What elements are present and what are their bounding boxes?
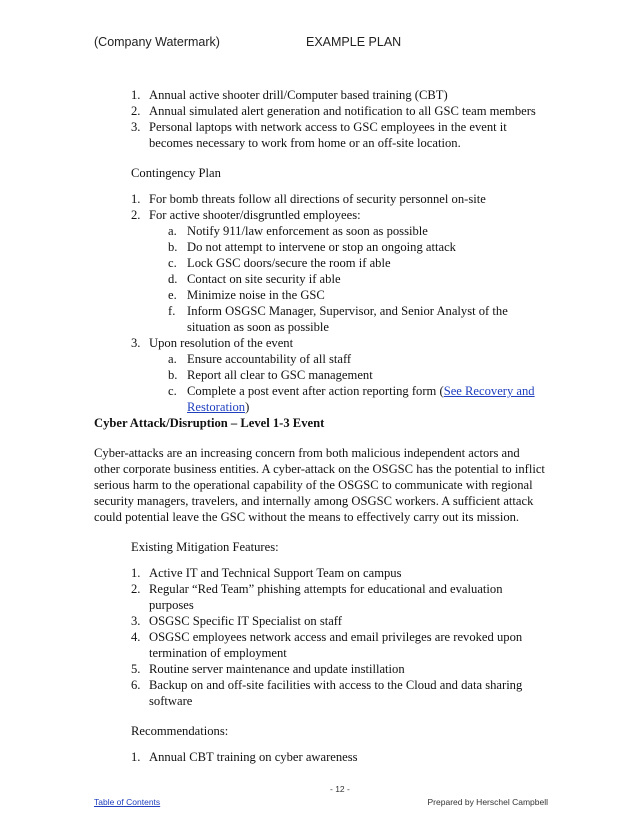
sub-item-continuation bbox=[187, 400, 249, 416]
paragraph-line: Cyber-attacks are an increasing concern from both malicious independent actors and bbox=[94, 446, 520, 460]
list-item-continuation: termination of employment bbox=[149, 646, 287, 660]
list-number: 6. bbox=[131, 678, 141, 692]
list-item: OSGSC employees network access and email privileges are revoked upon bbox=[149, 630, 523, 644]
sub-letter: a. bbox=[168, 352, 177, 366]
sub-item-text: Complete a post event after action reporting form ( bbox=[187, 384, 444, 398]
sub-item-text: ) bbox=[245, 400, 250, 414]
list-item: For active shooter/disgruntled employees: bbox=[149, 208, 361, 222]
recovery-restoration-link[interactable]: See Recovery and bbox=[443, 384, 535, 398]
sub-letter: d. bbox=[168, 272, 178, 286]
list-number: 1. bbox=[131, 750, 141, 764]
list-item: Personal laptops with network access to GSC employees in the event it bbox=[149, 120, 507, 134]
list-number: 2. bbox=[131, 104, 141, 118]
paragraph-line: serious harm to the operational capability of the OSGSC to communicate with regional bbox=[94, 478, 533, 492]
list-item-continuation: becomes necessary to work from home or an off-site location. bbox=[149, 136, 461, 150]
list-number: 2. bbox=[131, 208, 141, 222]
paragraph-line: other corporate business entities. A cyber-attack on the OSGSC has the potential to inflict bbox=[94, 462, 545, 476]
list-item: Annual active shooter drill/Computer based training (CBT) bbox=[149, 88, 448, 102]
list-number: 5. bbox=[131, 662, 141, 676]
page-number: - 12 - bbox=[330, 784, 350, 794]
list-item: Active IT and Technical Support Team on campus bbox=[149, 566, 402, 580]
sub-item bbox=[187, 384, 535, 400]
sub-letter: b. bbox=[168, 240, 178, 254]
list-number: 1. bbox=[131, 566, 141, 580]
sub-letter: b. bbox=[168, 368, 178, 382]
list-number: 2. bbox=[131, 582, 141, 596]
mitigation-title: Existing Mitigation Features: bbox=[131, 540, 279, 554]
prepared-by: Prepared by Herschel Campbell bbox=[427, 797, 548, 807]
list-number: 3. bbox=[131, 336, 141, 350]
sub-item: Report all clear to GSC management bbox=[187, 368, 373, 382]
sub-item: Lock GSC doors/secure the room if able bbox=[187, 256, 391, 270]
table-of-contents-link[interactable]: Table of Contents bbox=[94, 797, 161, 807]
list-number: 3. bbox=[131, 120, 141, 134]
sub-letter: e. bbox=[168, 288, 177, 302]
list-item: Annual simulated alert generation and notification to all GSC team members bbox=[149, 104, 536, 118]
sub-item-continuation: situation as soon as possible bbox=[187, 320, 330, 334]
list-item: Regular “Red Team” phishing attempts for educational and evaluation bbox=[149, 582, 503, 596]
list-number: 1. bbox=[131, 192, 141, 206]
sub-item: Ensure accountability of all staff bbox=[187, 352, 352, 366]
list-item: Routine server maintenance and update instillation bbox=[149, 662, 405, 676]
paragraph-line: security managers, travelers, and internally among OSGSC workers. A sufficient attack bbox=[94, 494, 534, 508]
sub-item: Notify 911/law enforcement as soon as possible bbox=[187, 224, 428, 238]
sub-letter: c. bbox=[168, 256, 177, 270]
sub-item: Inform OSGSC Manager, Supervisor, and Senior Analyst of the bbox=[187, 304, 508, 318]
header-title: EXAMPLE PLAN bbox=[306, 35, 402, 49]
recommendations-title: Recommendations: bbox=[131, 724, 229, 738]
header-watermark: (Company Watermark) bbox=[94, 35, 220, 49]
sub-item: Do not attempt to intervene or stop an ongoing attack bbox=[187, 240, 456, 254]
list-item: Backup on and off-site facilities with access to the Cloud and data sharing bbox=[149, 678, 523, 692]
list-item: Upon resolution of the event bbox=[149, 336, 294, 350]
list-item-continuation: purposes bbox=[149, 598, 194, 612]
sub-letter: f. bbox=[168, 304, 176, 318]
list-number: 3. bbox=[131, 614, 141, 628]
sub-item: Contact on site security if able bbox=[187, 272, 341, 286]
contingency-title: Contingency Plan bbox=[131, 166, 221, 180]
section-heading-cyber: Cyber Attack/Disruption – Level 1-3 Event bbox=[94, 416, 325, 430]
list-item-continuation: software bbox=[149, 694, 193, 708]
list-number: 1. bbox=[131, 88, 141, 102]
recovery-restoration-link-continued[interactable]: Restoration bbox=[187, 400, 246, 414]
sub-letter: a. bbox=[168, 224, 177, 238]
list-item: OSGSC Specific IT Specialist on staff bbox=[149, 614, 342, 628]
list-number: 4. bbox=[131, 630, 141, 644]
list-item: For bomb threats follow all directions of security personnel on-site bbox=[149, 192, 486, 206]
sub-item: Minimize noise in the GSC bbox=[187, 288, 325, 302]
paragraph-line: could potential leave the GSC without the means to effectively carry out its mission. bbox=[94, 510, 520, 524]
list-item: Annual CBT training on cyber awareness bbox=[149, 750, 358, 764]
sub-letter: c. bbox=[168, 384, 177, 398]
